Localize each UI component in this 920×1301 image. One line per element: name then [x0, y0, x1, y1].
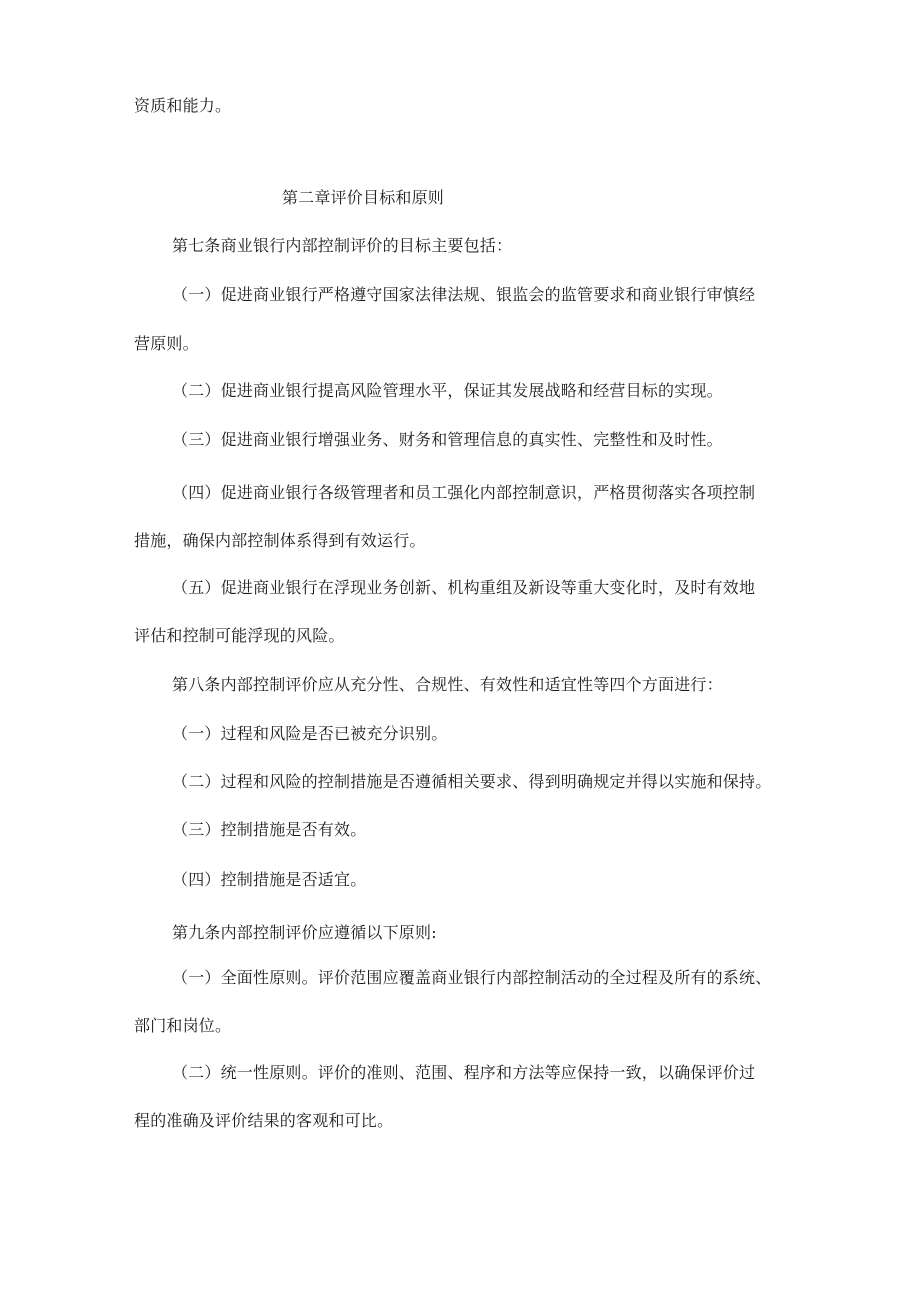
article-7-item-1-line-2: 营原则。: [134, 334, 199, 353]
article-7-item-2: （二）促进商业银行提高风险管理水平，保证其发展战略和经营目标的实现。: [172, 381, 723, 400]
article-7-intro: 第七条商业银行内部控制评价的目标主要包括：: [172, 236, 513, 255]
continuation-line: 资质和能力。: [134, 96, 232, 115]
article-9-item-1-line-2: 部门和岗位。: [134, 1016, 232, 1035]
article-8-item-4: （四）控制措施是否适宜。: [172, 870, 367, 889]
article-9-item-2-line-1: （二）统一性原则。评价的准则、范围、程序和方法等应保持一致，以确保评价过: [172, 1063, 756, 1082]
article-8-item-2: （二）过程和风险的控制措施是否遵循相关要求、得到明确规定并得以实施和保持。: [172, 772, 772, 791]
article-9-intro: 第九条内部控制评价应遵循以下原则:: [172, 923, 437, 942]
article-7-item-1-line-1: （一）促进商业银行严格遵守国家法律法规、银监会的监管要求和商业银行审慎经: [172, 285, 756, 304]
article-7-item-4-line-2: 措施，确保内部控制体系得到有效运行。: [134, 531, 426, 550]
article-8-intro: 第八条内部控制评价应从充分性、合规性、有效性和适宜性等四个方面进行：: [172, 675, 723, 694]
article-7-item-5-line-2: 评估和控制可能浮现的风险。: [134, 626, 345, 645]
chapter-heading: 第二章评价目标和原则: [282, 188, 445, 207]
article-7-item-5-line-1: （五）促进商业银行在浮现业务创新、机构重组及新设等重大变化时，及时有效地: [172, 578, 756, 597]
article-8-item-1: （一）过程和风险是否已被充分识别。: [172, 724, 448, 743]
article-7-item-4-line-1: （四）促进商业银行各级管理者和员工强化内部控制意识，严格贯彻落实各项控制: [172, 483, 756, 502]
article-9-item-2-line-2: 程的准确及评价结果的客观和可比。: [134, 1111, 394, 1130]
article-9-item-1-line-1: （一）全面性原则。评价范围应覆盖商业银行内部控制活动的全过程及所有的系统、: [172, 968, 772, 987]
article-7-item-3: （三）促进商业银行增强业务、财务和管理信息的真实性、完整性和及时性。: [172, 430, 723, 449]
article-8-item-3: （三）控制措施是否有效。: [172, 820, 367, 839]
